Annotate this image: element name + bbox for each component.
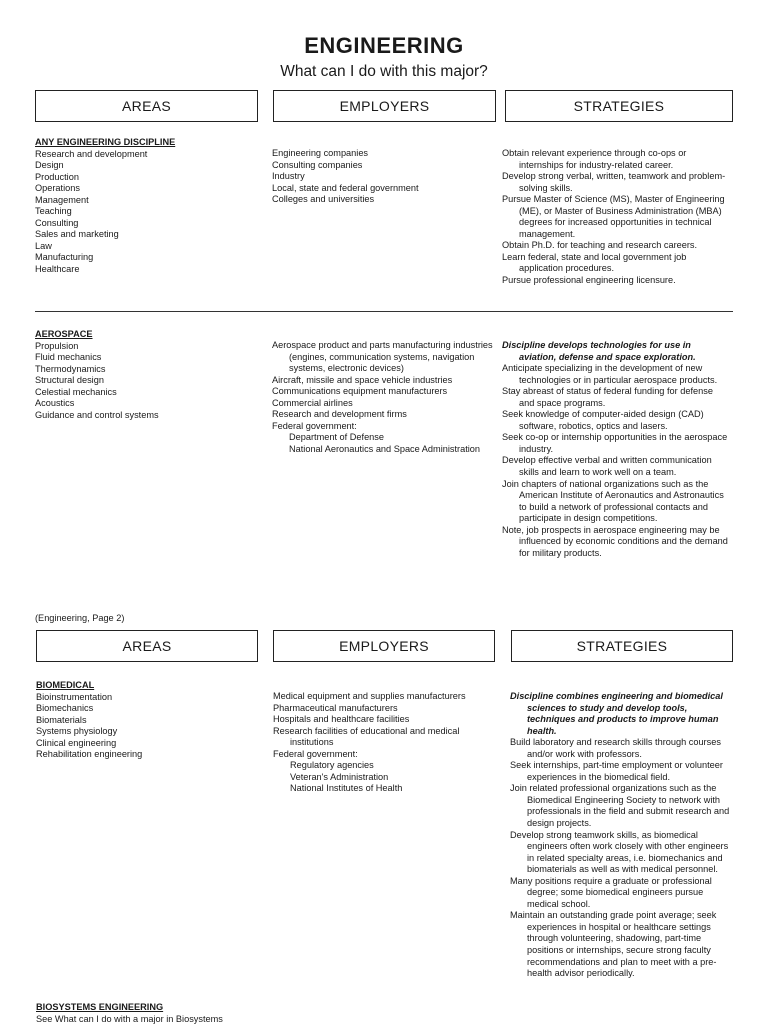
strategies-header: STRATEGIES	[505, 90, 733, 122]
strategy-item: Develop strong verbal, written, teamwork and problem-solving skills.	[502, 171, 726, 193]
employer-item: Federal government:	[273, 748, 358, 759]
area-item: Law	[35, 240, 52, 251]
area-item: Healthcare	[35, 264, 80, 275]
strategy-item: Seek knowledge of computer-aided design (CAD) software, robotics, optics and lasers.	[502, 409, 704, 431]
employer-item: Research and development firms	[272, 409, 407, 420]
employer-item: Medical equipment and supplies manufacturers	[273, 691, 466, 701]
strategy-item: Join chapters of national organizations such as the American Institute of Aeronautics and Astronautics to build a network of professional contacts and participate in design competitions.	[502, 478, 724, 524]
employer-item: Communications equipment manufacturers	[272, 386, 448, 397]
area-item: Design	[35, 160, 64, 171]
areas-header: AREAS	[36, 630, 258, 662]
area-item: Biomaterials	[36, 714, 87, 725]
any-employers-column	[272, 148, 419, 206]
section-title-any-engineering: ANY ENGINEERING DISCIPLINE	[35, 137, 176, 147]
areas-header: AREAS	[35, 90, 258, 122]
strategy-intro: Discipline combines engineering and biomedical sciences to study and develop tools, techniques and products to improve human health.	[510, 691, 723, 736]
strategies-header: STRATEGIES	[511, 630, 733, 662]
area-item: Systems physiology	[36, 726, 118, 737]
page-note: (Engineering, Page 2)	[35, 613, 125, 623]
area-item: Operations	[35, 183, 80, 194]
area-item: Rehabilitation engineering	[36, 749, 143, 760]
area-item: Teaching	[35, 206, 72, 217]
strategy-item: Seek internships, part-time employment or volunteer experiences in the biomedical field.	[510, 760, 723, 782]
area-item: Thermodynamics	[35, 363, 106, 374]
any-areas-column	[35, 137, 175, 276]
area-item: Celestial mechanics	[35, 386, 117, 397]
strategy-item: Obtain Ph.D. for teaching and research careers.	[502, 240, 698, 251]
strategy-item: Anticipate specializing in the development of new technologies or in particular aerospace products.	[502, 363, 718, 385]
employer-item: Aircraft, missile and space vehicle industries	[272, 374, 453, 385]
strategy-item: Stay abreast of status of federal funding for defense and space programs.	[502, 386, 713, 408]
area-item: Manufacturing	[35, 252, 94, 263]
aerospace-strategies-column	[502, 340, 730, 559]
strategy-item: Maintain an outstanding grade point average; seek experiences in hospital or healthcare settings through volunteering, shadowing, part-time positions or internships, secure strong faculty recommendations and plan to meet with a pre-health advisor periodically.	[510, 910, 717, 979]
employer-item: Research facilities of educational and medical institutions	[273, 725, 460, 748]
strategy-item: Obtain relevant experience through co-ops or internships for industry-related career.	[502, 148, 687, 170]
employer-item: Industry	[272, 171, 305, 182]
employer-subitem: National Institutes of Health	[290, 783, 403, 794]
strategy-intro: Discipline develops technologies for use in aviation, defense and space exploration.	[502, 340, 696, 362]
employer-subitem: Veteran's Administration	[290, 771, 389, 782]
section-title-aerospace: AEROSPACE	[35, 329, 93, 339]
area-item: Bioinstrumentation	[36, 691, 113, 702]
employer-subitem: Department of Defense	[289, 432, 384, 443]
employer-item: Hospitals and healthcare facilities	[273, 714, 410, 725]
area-item: Production	[35, 171, 79, 182]
area-item: Clinical engineering	[36, 737, 117, 748]
employer-item: Commercial airlines	[272, 397, 353, 408]
biomedical-employers-column	[273, 691, 499, 795]
employer-subitem: National Aeronautics and Space Administration	[289, 443, 481, 454]
strategy-item: Seek co-op or internship opportunities in the aerospace industry.	[502, 432, 728, 454]
strategy-item: Many positions require a graduate or professional degree; some biomedical engineers pursue medical school.	[510, 875, 712, 909]
employer-subitem: Regulatory agencies	[290, 760, 374, 771]
area-item: Guidance and control systems	[35, 409, 159, 420]
strategy-item: Join related professional organizations such as the Biomedical Engineering Society to network with professionals in the field and submit research and design projects.	[510, 783, 730, 829]
area-item: Structural design	[35, 375, 104, 386]
area-item: Fluid mechanics	[35, 352, 102, 363]
section-title-biomedical: BIOMEDICAL	[36, 680, 95, 690]
page-title: ENGINEERING	[304, 33, 464, 58]
page-subtitle: What can I do with this major?	[280, 63, 488, 80]
area-item: Propulsion	[35, 340, 79, 351]
section-title-biosystems: BIOSYSTEMS ENGINEERING	[36, 1002, 164, 1012]
employer-item: Pharmaceutical manufacturers	[273, 702, 398, 713]
strategy-item: Learn federal, state and local government job application procedures.	[502, 251, 687, 274]
aerospace-areas-column	[35, 329, 159, 421]
area-item: Sales and marketing	[35, 229, 119, 240]
strategy-item: Build laboratory and research skills through courses and/or work with professors.	[510, 737, 721, 759]
area-item: Management	[35, 194, 89, 205]
area-item: Research and development	[35, 148, 148, 159]
employer-item: Engineering companies	[272, 148, 369, 158]
area-item: Acoustics	[35, 398, 75, 409]
section-divider	[35, 311, 733, 312]
area-item: Biomechanics	[36, 703, 94, 714]
aerospace-employers-column	[272, 340, 497, 455]
area-item: See What can I do with a major in Biosystems	[36, 1013, 223, 1024]
strategy-item: Pursue professional engineering licensure.	[502, 275, 676, 286]
employers-header: EMPLOYERS	[273, 630, 495, 662]
strategy-item: Develop strong teamwork skills, as biomedical engineers often work closely with other engineers in related specialty areas, i.e. biomechanics and biomaterials as well as with medical personnel.	[510, 829, 729, 875]
biomedical-areas-column	[36, 680, 142, 761]
biomedical-strategies-column	[510, 691, 736, 980]
employer-item: Colleges and universities	[272, 194, 375, 205]
employer-item: Federal government:	[272, 420, 357, 431]
employers-header: EMPLOYERS	[273, 90, 496, 122]
strategy-item: Develop effective verbal and written communication skills and learn to work well on a team.	[502, 455, 712, 478]
any-strategies-column	[502, 148, 730, 287]
employer-item: Consulting companies	[272, 159, 363, 170]
biosystems-areas-column	[36, 1002, 223, 1025]
employer-item: Local, state and federal government	[272, 182, 419, 193]
area-item: Consulting	[35, 217, 79, 228]
employer-item: Aerospace product and parts manufacturing industries (engines, communication systems, navigation systems, electronic devices)	[272, 340, 493, 374]
strategy-item: Note, job prospects in aerospace engineering may be influenced by economic conditions and the demand for military products.	[502, 524, 728, 558]
strategy-item: Pursue Master of Science (MS), Master of Engineering (ME), or Master of Business Administration (MBA) degrees for increased opportunities in technical management.	[502, 194, 725, 239]
